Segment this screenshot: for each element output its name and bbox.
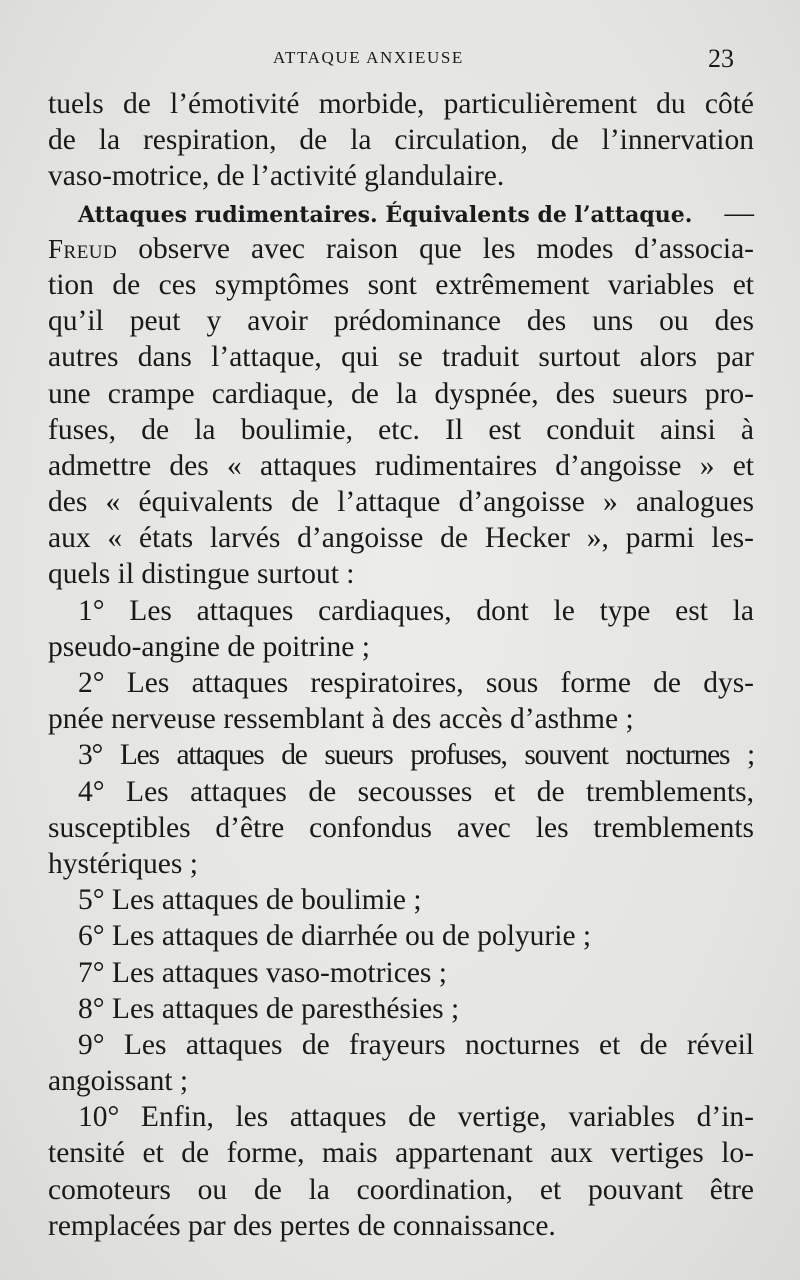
text-line: tuels de l’émotivité morbide, particulièrement du côté xyxy=(48,88,754,120)
text-line: tensité et de forme, mais appartenant aux vertiges lo- xyxy=(48,1137,754,1170)
text-line: tion de ces symptômes sont extrêmement variables et xyxy=(48,268,754,301)
author-name: Freud xyxy=(48,233,118,264)
em-dash: — xyxy=(724,196,754,229)
list-item-7: 7° Les attaques vaso-motrices ; xyxy=(78,956,447,989)
body-text xyxy=(48,86,754,1244)
list-item-5: 5° Les attaques de boulimie ; xyxy=(78,884,422,917)
text-line: de la respiration, de la circulation, de l’innervation xyxy=(48,124,754,157)
text-line: des « équivalents de l’attaque d’angoisse » analogues xyxy=(48,486,754,519)
list-item-8: 8° Les attaques de paresthésies ; xyxy=(78,992,460,1025)
text-line: angoissant ; xyxy=(48,1065,189,1098)
list-item-4: 4° Les attaques de secousses et de tremblements, xyxy=(78,775,754,808)
text-line: comoteurs ou de la coordination, et pouvant être xyxy=(48,1173,754,1206)
text-line: une crampe cardiaque, de la dyspnée, des sueurs pro- xyxy=(48,377,754,410)
list-item-1: 1° Les attaques cardiaques, dont le type est la xyxy=(78,594,754,627)
text-line: aux « états larvés d’angoisse de Hecker », parmi les- xyxy=(48,522,754,555)
running-head: ATTAQUE ANXIEUSE xyxy=(273,48,464,67)
section-heading: Attaques rudimentaires. Équivalents de l’attaque. xyxy=(78,201,693,228)
list-item-3: 3° Les attaques de sueurs profuses, souvent nocturnes ; xyxy=(78,739,754,772)
text-line: qu’il peut y avoir prédominance des uns ou des xyxy=(48,305,754,338)
text-line: quels il distingue surtout : xyxy=(48,558,355,591)
list-item-2: 2° Les attaques respiratoires, sous forme de dys- xyxy=(78,667,754,699)
text-line xyxy=(48,231,754,267)
list-item-10: 10° Enfin, les attaques de vertige, variables d’in- xyxy=(78,1101,754,1134)
page-number: 23 xyxy=(708,44,734,73)
section-heading-line xyxy=(48,195,754,231)
text-line: pnée nerveuse ressemblant à des accès d’asthme ; xyxy=(48,703,634,736)
text-line: hystériques ; xyxy=(48,847,198,880)
text-line: susceptibles d’être confondus avec les tremblements xyxy=(48,811,754,844)
text-line: remplacées par des pertes de connaissance. xyxy=(48,1209,556,1242)
text-line: fuses, de la boulimie, etc. Il est conduit ainsi à xyxy=(48,413,754,446)
page-header xyxy=(0,44,800,74)
text-line: pseudo-angine de poitrine ; xyxy=(48,630,370,663)
text-line: autres dans l’attaque, qui se traduit surtout alors par xyxy=(48,341,754,374)
text-line: vaso-motrice, de l’activité glandulaire. xyxy=(48,160,505,193)
list-item-9: 9° Les attaques de frayeurs nocturnes et de réveil xyxy=(78,1028,754,1061)
text-line: admettre des « attaques rudimentaires d’angoisse » et xyxy=(48,449,754,482)
list-item-6: 6° Les attaques de diarrhée ou de polyurie ; xyxy=(78,920,592,953)
text-segment: observe avec raison que les modes d’associa- xyxy=(138,232,755,265)
